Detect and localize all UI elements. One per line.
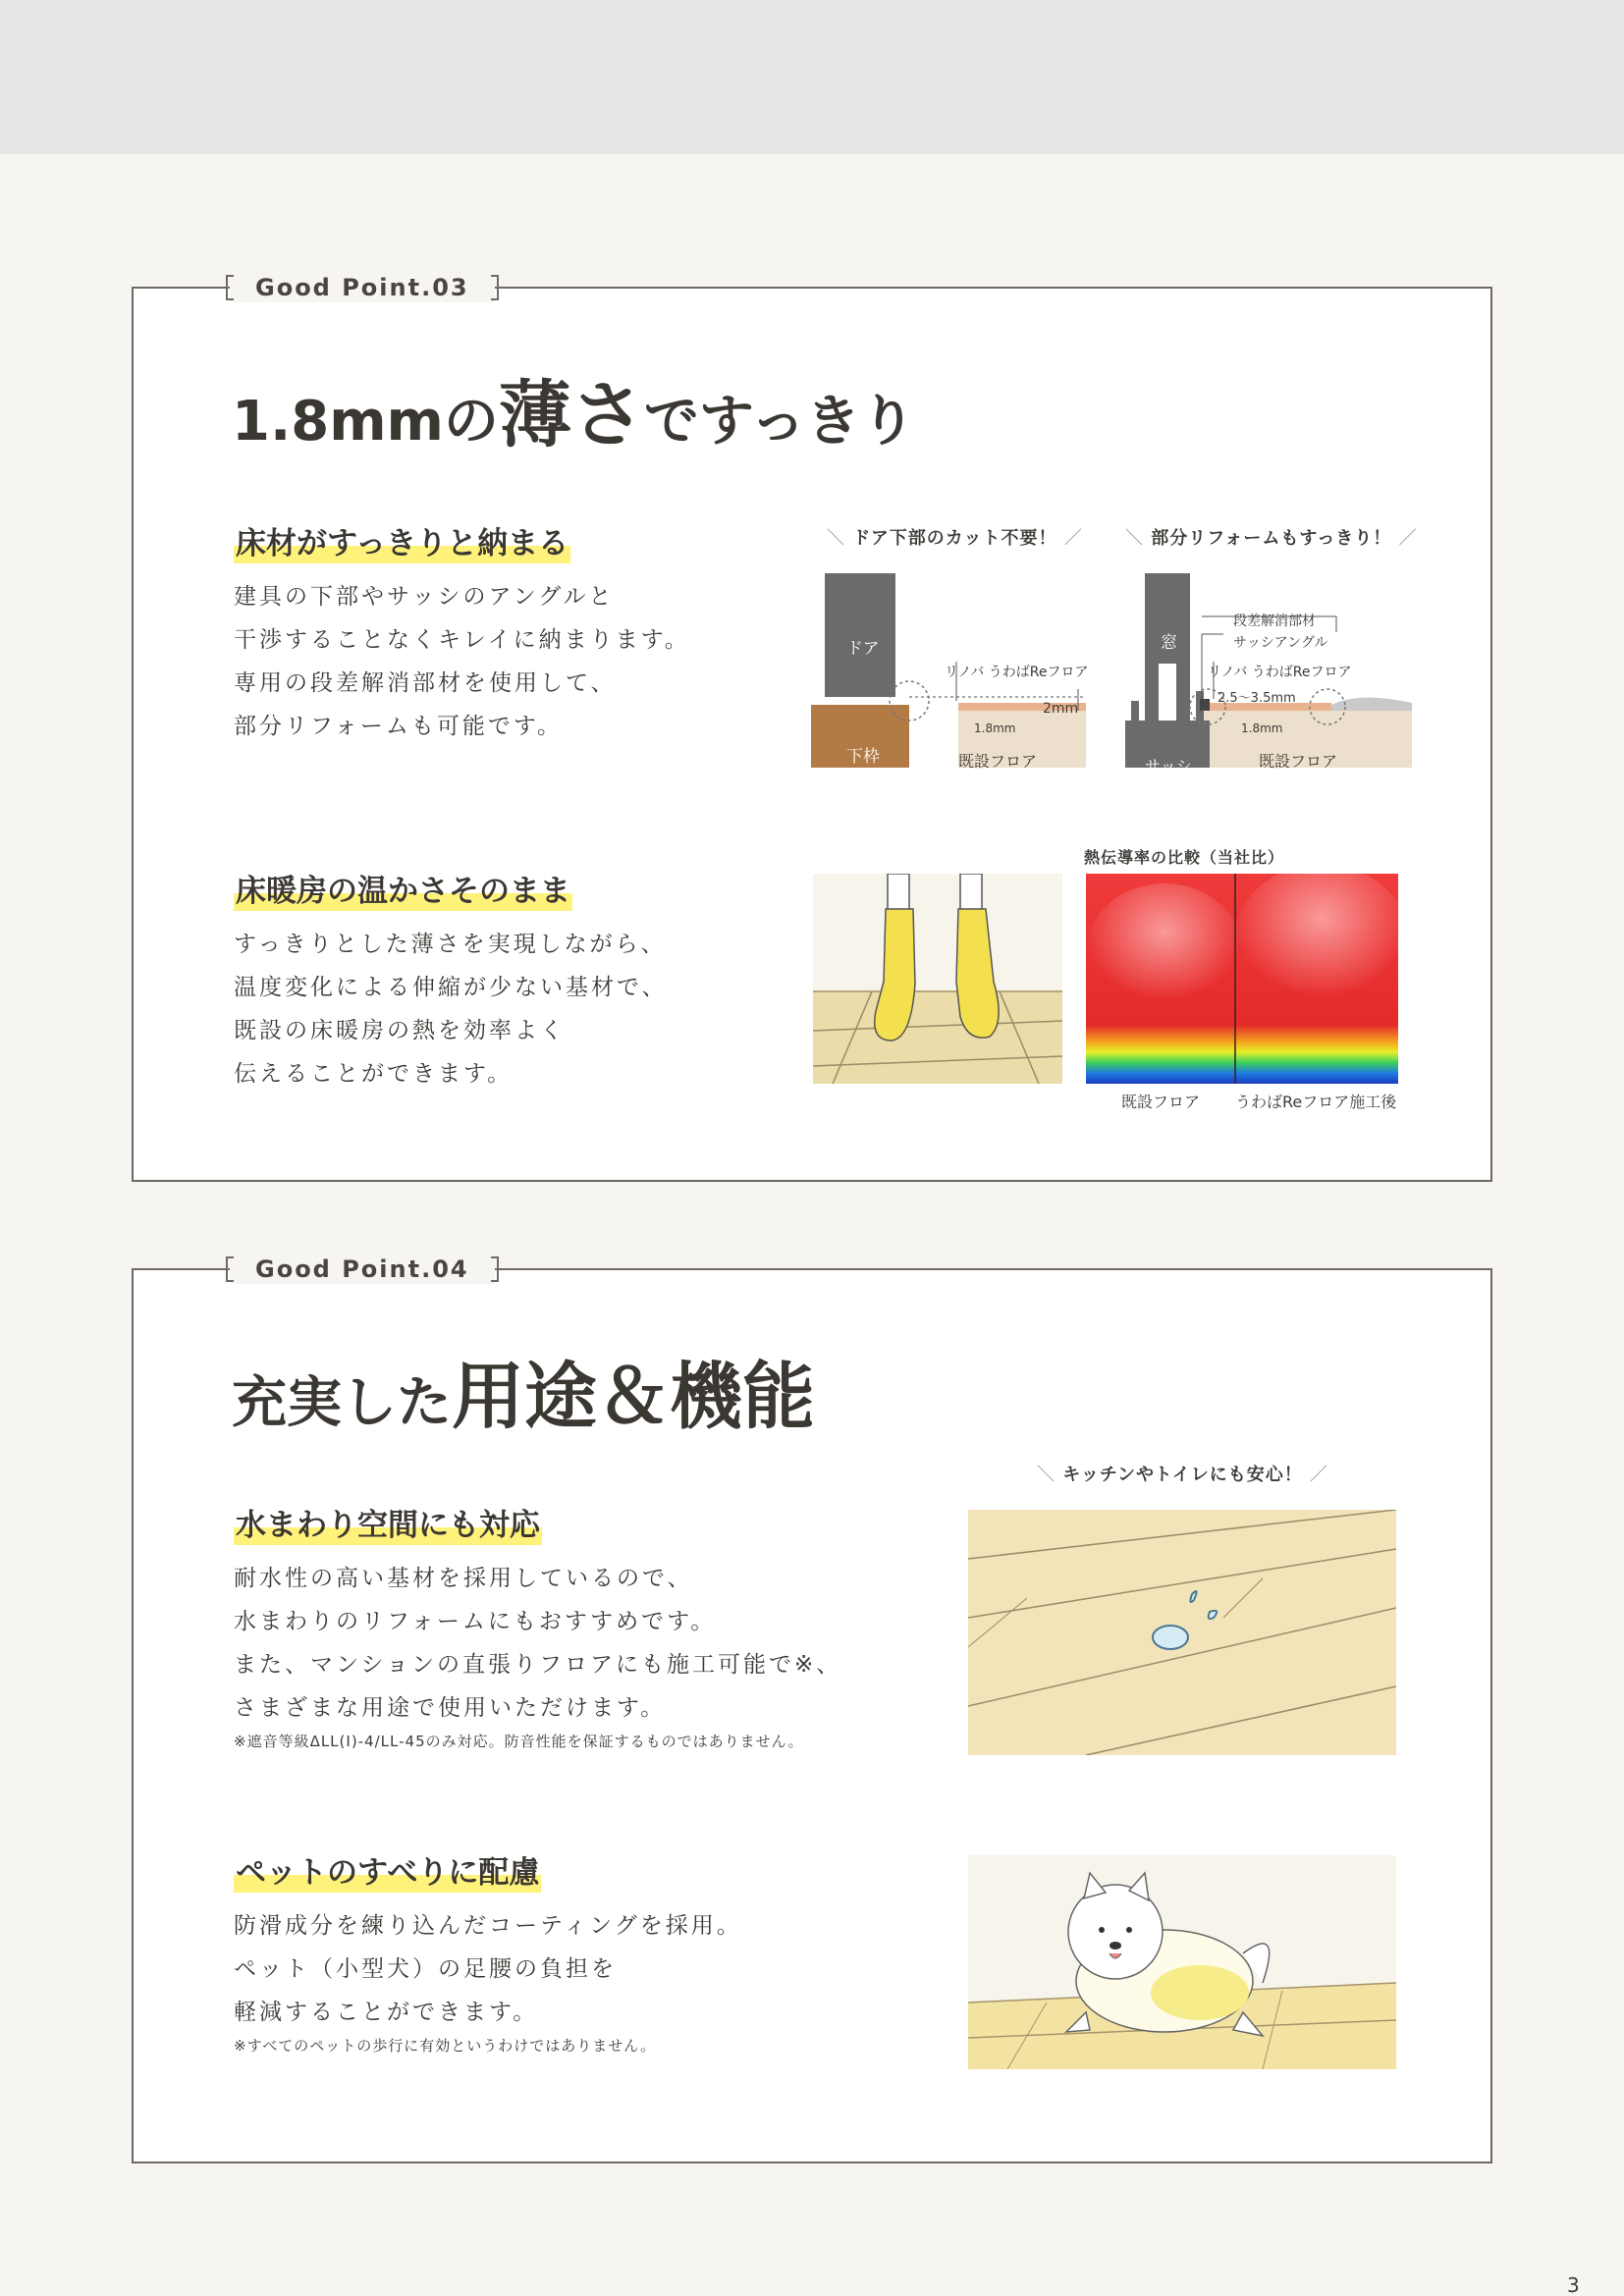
point3-section2-title: 床暖房の温かさそのまま xyxy=(236,874,570,909)
point3-section2-body: すっきりとした薄さを実現しながら、 温度変化による伸縮が少ない基材で、 既設の床暖房の熱を効率よく 伝えることができます。 xyxy=(234,932,668,1087)
water-drop-illustration xyxy=(968,1510,1396,1755)
point3-section1-title: 床材がすっきりと納まる xyxy=(236,526,569,561)
thermal-caption: 熱伝導率の比較（当社比） xyxy=(1084,848,1285,867)
kitchen-caption: ＼ キッチンやトイレにも安心！ ／ xyxy=(1037,1465,1329,1485)
point4-section1-body: 耐水性の高い基材を採用しているので、 水まわりのリフォームにもおすすめです。 また、マンションの直張りフロアにも施工可能で※、 さまざまな用途で使用いただけます。 ※遮音等級ΔLL(I)-4/LL-45のみ対応。防音性能を保証するものではありません。 xyxy=(234,1557,841,1773)
door-gap-label: 2mm xyxy=(1043,701,1079,717)
point4-section2-body: 防滑成分を練り込んだコーティングを採用。 ペット（小型犬）の足腰の負担を 軽減することができます。 ※すべてのペットの歩行に有効というわけではありません。 xyxy=(234,1904,742,2077)
socks-illustration xyxy=(813,874,1062,1084)
point4-section1-title: 水まわり空間にも対応 xyxy=(236,1508,540,1543)
point4-headline: 充実した用途＆機能 xyxy=(232,1355,815,1439)
window-thickness-label: 1.8mm xyxy=(1241,721,1283,735)
point3-headline: 1.8mmの薄さですっきり xyxy=(232,373,916,457)
point4-section1-note: ※遮音等級ΔLL(I)-4/LL-45のみ対応。防音性能を保証するものではありません。 xyxy=(234,1733,804,1750)
step-part-shape xyxy=(1200,699,1210,711)
window-label: 窓 xyxy=(1161,633,1177,653)
window-diagram-caption: ＼ 部分リフォームもすっきり！ ／ xyxy=(1125,528,1418,549)
sash-angle-label: サッシアングル xyxy=(1233,635,1328,651)
door-existing-floor-label: 既設フロア xyxy=(958,752,1038,771)
window-product-label: リノバ うわばReフロア xyxy=(1208,665,1352,680)
door-label: ドア xyxy=(846,639,880,659)
top-band xyxy=(0,0,1624,154)
thermal-left-label: 既設フロア xyxy=(1121,1093,1201,1111)
sill-label: 下枠 xyxy=(846,747,880,767)
window-existing-floor-label: 既設フロア xyxy=(1259,752,1338,771)
good-point-03-panel xyxy=(132,274,1492,1182)
door-diagram-caption: ＼ ドア下部のカット不要！ ／ xyxy=(827,528,1083,549)
point4-section2-title: ペットのすべりに配慮 xyxy=(236,1855,540,1891)
good-point-04-panel xyxy=(132,1255,1492,2163)
door-product-label: リノバ うわばReフロア xyxy=(945,665,1089,680)
good-point-03-label: Good Point.03 xyxy=(230,273,495,302)
footnote-mark: ※、 xyxy=(793,1652,842,1678)
step-part-label: 段差解消部材 xyxy=(1233,614,1316,629)
door-thickness-label: 1.8mm xyxy=(974,721,1016,735)
sash-label: サッシ xyxy=(1145,757,1192,775)
window-range-label: 2.5～3.5mm xyxy=(1218,691,1296,706)
dog-illustration xyxy=(968,1855,1396,2069)
page-number: 3 xyxy=(1567,2273,1580,2296)
water-drop-icon xyxy=(1153,1626,1188,1649)
thermal-right-label: うわばReフロア施工後 xyxy=(1235,1093,1397,1111)
point4-section2-note: ※すべてのペットの歩行に有効というわけではありません。 xyxy=(234,2037,657,2055)
good-point-04-label: Good Point.04 xyxy=(230,1255,495,1284)
point3-section1-body: 建具の下部やサッシのアングルと 干渉することなくキレイに納まります。 専用の段差解消部材を使用して、 部分リフォームも可能です。 xyxy=(234,584,690,739)
thermal-image xyxy=(1086,874,1398,1084)
